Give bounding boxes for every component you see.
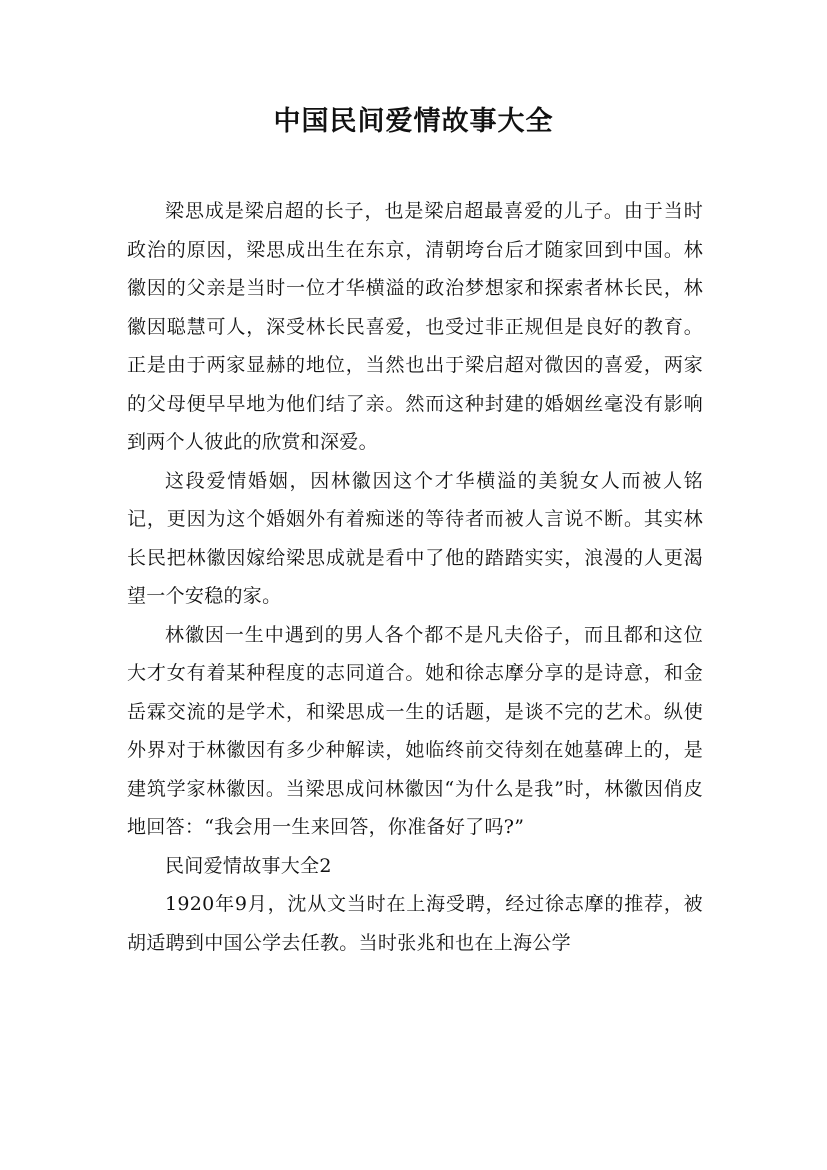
paragraph-4: 1920年9月，沈从文当时在上海受聘，经过徐志摩的推荐，被胡适聘到中国公学去任教。当时张兆和也在上海公学: [127, 893, 703, 954]
section-heading: 民间爱情故事大全2: [165, 854, 332, 877]
paragraph-1: 梁思成是梁启超的长子，也是梁启超最喜爱的儿子。由于当时政治的原因，梁思成出生在东京，清朝垮台后才随家回到中国。林徽因的父亲是当时一位才华横溢的政治梦想家和探索者林长民，林徽因聪慧可人，深受林长民喜爱，也受过非正规但是良好的教育。正是由于两家显赫的地位，当然也出于梁启超对微因的喜爱，两家的父母便早早地为他们结了亲。然而这种封建的婚姻丝毫没有影响到两个人彼此的欣赏和深爱。: [127, 200, 703, 453]
paragraph-2: 这段爱情婚姻，因林徽因这个才华横溢的美貌女人而被人铭记，更因为这个婚姻外有着痴迷的等待者而被人言说不断。其实林长民把林徽因嫁给梁思成就是看中了他的踏踏实实，浪漫的人更渴望一个安稳的家。: [127, 469, 703, 607]
paragraph-3: 林徽因一生中遇到的男人各个都不是凡夫俗子，而且都和这位大才女有着某种程度的志同道合。她和徐志摩分享的是诗意，和金岳霖交流的是学术，和梁思成一生的话题，是谈不完的艺术。纵使外界对于林徽因有多少种解读，她临终前交待刻在她墓碑上的，是建筑学家林徽因。当梁思成问林徽因“为什么是我”时，林徽因俏皮地回答：“我会用一生来回答，你准备好了吗?”: [127, 623, 703, 838]
document-title: 中国民间爱情故事大全: [273, 106, 554, 137]
document-body: [127, 192, 703, 962]
